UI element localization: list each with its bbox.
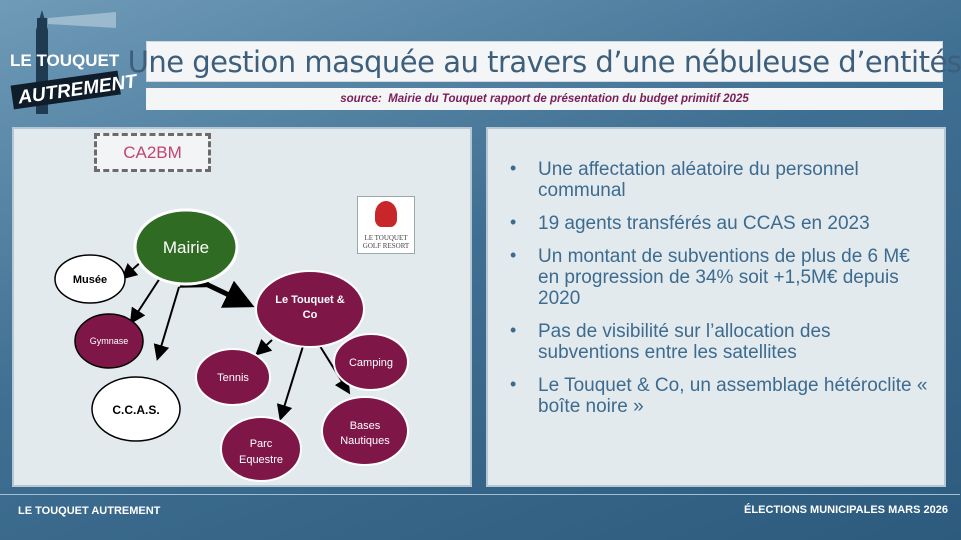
edge-co-tennis [258,340,272,353]
le-touquet-autrement-logo [6,8,138,116]
findings-panel [486,127,946,487]
page-title: Une gestion masquée au travers d’une nébuleuse d’entités [127,44,961,79]
musee-label: Musée [72,274,108,286]
footer-divider [0,494,960,495]
parc-label-line2: Equestre [238,454,284,466]
entities-graph [14,129,470,485]
edge-co-parc [281,343,304,417]
bases-label-line2: Nautiques [340,435,390,447]
footer-brand: LE TOUQUET AUTREMENT [18,505,161,517]
footer-election: ÉLECTIONS MUNICIPALES MARS 2026 [744,504,948,516]
title-banner [127,41,961,82]
logo-line2: AUTREMENT [16,71,138,109]
list-item: • Le Touquet & Co, un assemblage hétéroclite « boîte noire » [510,374,928,417]
edge-mairie-gymnase [132,275,162,321]
list-item: • 19 agents transférés au CCAS en 2023 [510,212,870,234]
resort-logo-line1: LE TOUQUET [364,234,408,242]
tennis-label: Tennis [217,372,249,384]
bases-label-line1: Bases [349,420,381,432]
ccas-label: C.C.A.S. [112,403,160,417]
gymnase-label: Gymnase [89,336,129,346]
entities-diagram-panel [12,127,472,487]
source-banner [146,88,943,110]
list-item: • Une affectation aléatoire du personnel communal [510,158,859,201]
findings-list [508,159,928,429]
ca2bm-label: CA2BM [123,142,182,162]
parc-label-line1: Parc [249,438,273,450]
source-citation: source: Mairie du Touquet rapport de présentation du budget primitif 2025 [340,93,749,105]
touquet-co-label-line2: Co [302,309,318,321]
logo-line1: LE TOUQUET [10,51,120,70]
edge-mairie-touquet-co [208,285,250,305]
list-item: • Un montant de subventions de plus de 6 M€ en progression de 34% soit +1,5M€ depuis 2020 [510,245,910,309]
resort-logo-line2: GOLF RESORT [362,242,410,250]
edge-mairie-ccas [158,287,179,357]
list-item: • Pas de visibilité sur l’allocation des subventions entre les satellites [510,320,831,363]
mairie-label: Mairie [162,238,210,257]
touquet-co-label-line1: Le Touquet & [275,294,345,306]
camping-label: Camping [348,357,394,369]
